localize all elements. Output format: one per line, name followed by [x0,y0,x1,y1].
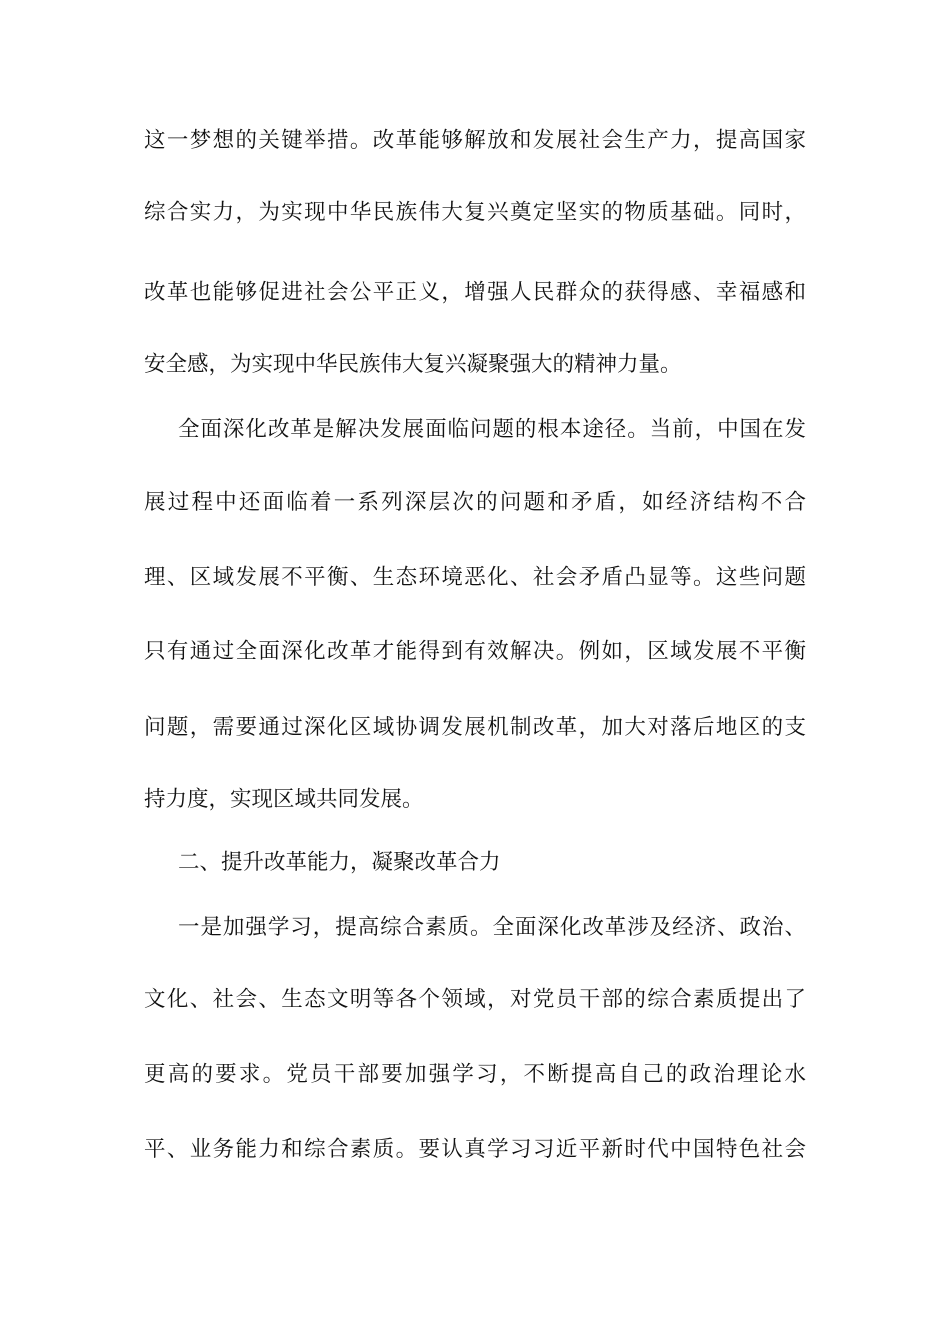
section-heading: 二、提升改革能力，凝聚改革合力 [178,850,501,875]
text-line: 持力度，实现区域共同发展。 [144,787,424,812]
text-line: 改革也能够促进社会公平正义，增强人民群众的获得感、幸福感和 [144,280,806,305]
text-line: 展过程中还面临着一系列深层次的问题和矛盾，如经济结构不合 [144,490,806,515]
text-line: 这一梦想的关键举措。改革能够解放和发展社会生产力，提高国家 [144,128,806,153]
text-line: 一是加强学习，提高综合素质。全面深化改革涉及经济、政治、 [178,915,806,940]
text-line: 问题，需要通过深化区域协调发展机制改革，加大对落后地区的支 [144,715,806,740]
text-line: 更高的要求。党员干部要加强学习，不断提高自己的政治理论水 [144,1062,806,1087]
text-line: 平、业务能力和综合素质。要认真学习习近平新时代中国特色社会 [144,1137,806,1162]
text-line: 全面深化改革是解决发展面临问题的根本途径。当前，中国在发 [178,417,806,442]
text-line: 只有通过全面深化改革才能得到有效解决。例如，区域发展不平衡 [144,639,806,664]
text-line: 综合实力，为实现中华民族伟大复兴奠定坚实的物质基础。同时， [144,200,806,225]
text-line: 理、区域发展不平衡、生态环境恶化、社会矛盾凸显等。这些问题 [144,565,806,590]
text-line: 安全感，为实现中华民族伟大复兴凝聚强大的精神力量。 [144,352,682,377]
text-line: 文化、社会、生态文明等各个领域，对党员干部的综合素质提出了 [144,987,806,1012]
